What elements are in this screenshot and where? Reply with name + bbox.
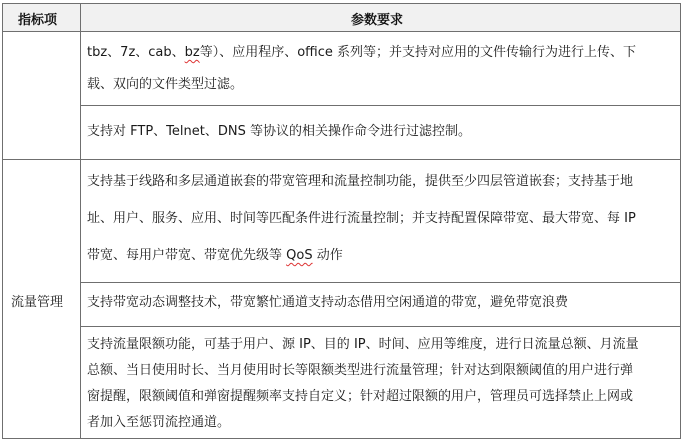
row3-line3: 带宽、每用户带宽、带宽优先级等 QoS 动作 [87, 248, 343, 263]
requirement-row-traffic-quota [87, 332, 675, 436]
header-indicator-label: 指标项 [18, 13, 58, 28]
row5-line1: 支持流量限额功能，可基于用户、源 IP、目的 IP、时间、应用等维度，进行日流量总额、月流量 [87, 337, 639, 352]
requirement-row-dynamic-bandwidth [87, 287, 675, 319]
row-divider-4 [81, 326, 680, 327]
row3-line1: 支持基于线路和多层通道嵌套的带宽管理和流量控制功能，提供至少四层管道嵌套；支持基于地 [87, 174, 634, 189]
spellcheck-word: bz [184, 45, 200, 60]
row1-line1: tbz、7z、cab、bz等）、应用程序、office 系列等；并支持对应用的文件传输行为进行上传、下 [87, 45, 637, 60]
header-divider [3, 31, 680, 32]
row-divider-1 [81, 105, 680, 106]
spellcheck-word: QoS [286, 248, 313, 263]
row1-line2: 载、双向的文件类型过滤。 [87, 77, 244, 92]
row5-line3: 窗提醒，限额阈值和弹窗提醒频率支持自定义；针对超过限额的用户，管理员可选择禁止上网或 [87, 389, 634, 404]
requirements-table [2, 3, 681, 439]
section-divider [3, 159, 680, 160]
header-requirements-label: 参数要求 [351, 13, 404, 28]
row2-line1: 支持对 FTP、Telnet、DNS 等协议的相关操作命令进行过滤控制。 [87, 124, 471, 139]
requirement-row-bandwidth-management [87, 163, 675, 274]
row4-line1: 支持带宽动态调整技术，带宽繁忙通道支持动态借用空闲通道的带宽，避免带宽浪费 [87, 295, 569, 310]
row3-line2: 址、用户、服务、应用、时间等匹配条件进行流量控制；并支持配置保障带宽、最大带宽、每 IP [87, 211, 636, 226]
row5-line4: 者加入至惩罚流控通道。 [87, 415, 231, 430]
column-divider [80, 4, 81, 438]
row5-line2: 总额、当日使用时长、当月使用时长等限额类型进行流量管理；针对达到限额阈值的用户进行弹 [87, 363, 634, 378]
section2-label: 流量管理 [11, 295, 64, 310]
requirement-row-file-filter [87, 37, 675, 101]
requirement-row-protocol-filter [87, 116, 675, 148]
row-divider-3 [81, 282, 680, 283]
